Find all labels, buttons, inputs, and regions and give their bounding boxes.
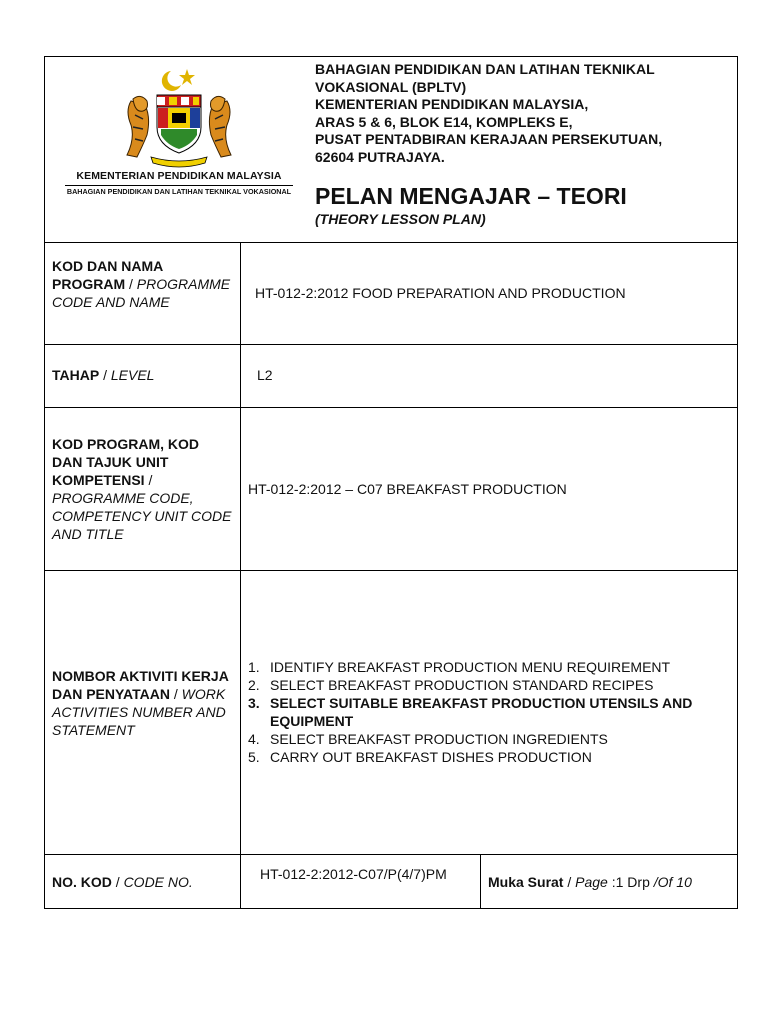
row-divider xyxy=(45,344,737,345)
activities-label-bold: NOMBOR AKTIVITI KERJA DAN PENYATAAN xyxy=(52,668,229,702)
label-separator: / xyxy=(111,874,124,890)
code-label-italic: CODE NO. xyxy=(123,874,193,890)
address-line: ARAS 5 & 6, BLOK E14, KOMPLEKS E, xyxy=(315,113,573,130)
label-separator: / xyxy=(125,276,137,292)
row-divider xyxy=(45,242,737,243)
level-label xyxy=(52,366,232,384)
address-line: PUSAT PENTADBIRAN KERAJAAN PERSEKUTUAN, xyxy=(315,131,663,147)
list-item: 1. IDENTIFY BREAKFAST PRODUCTION MENU REQUIREMENT xyxy=(248,659,671,675)
row-divider xyxy=(45,407,737,408)
address-line: 62604 PUTRAJAYA. xyxy=(315,148,445,165)
page-number xyxy=(488,873,733,891)
column-divider xyxy=(240,242,241,909)
code-label xyxy=(52,873,232,891)
label-separator: / xyxy=(144,472,153,488)
activities-list xyxy=(248,658,733,766)
coat-of-arms-icon xyxy=(59,65,299,169)
level-value: L2 xyxy=(257,367,273,383)
label-separator: / xyxy=(169,686,182,702)
list-item-current: 3. SELECT SUITABLE BREAKFAST PRODUCTION UTENSILS AND EQUIPMENT xyxy=(248,695,693,729)
address-line: KEMENTERIAN PENDIDIKAN MALAYSIA, xyxy=(315,96,589,112)
level-label-italic: LEVEL xyxy=(110,367,155,383)
document-subtitle: (THEORY LESSON PLAN) xyxy=(315,211,486,227)
page-total: /Of 10 xyxy=(653,874,692,890)
activities-label-italic: WORK ACTIVITIES NUMBER AND STATEMENT xyxy=(52,686,226,738)
ministry-address xyxy=(315,61,735,166)
program-label-bold: KOD DAN NAMA PROGRAM xyxy=(52,258,163,292)
logo-divider xyxy=(65,185,293,186)
logo-title: KEMENTERIAN PENDIDIKAN MALAYSIA xyxy=(76,170,282,182)
list-item: 4. SELECT BREAKFAST PRODUCTION INGREDIENTS xyxy=(248,731,608,747)
lesson-plan-table xyxy=(44,56,738,909)
unit-label xyxy=(52,435,232,543)
logo-subtitle: BAHAGIAN PENDIDIKAN DAN LATIHAN TEKNIKAL VOKASIONAL xyxy=(66,187,292,196)
row-divider xyxy=(45,570,737,571)
program-label xyxy=(52,257,232,311)
address-line: VOKASIONAL (BPLTV) xyxy=(315,78,467,95)
level-label-bold: TAHAP xyxy=(52,367,100,383)
page-separator: / xyxy=(563,874,576,890)
ministry-logo xyxy=(59,65,299,195)
code-value: HT-012-2:2012-C07/P(4/7)PM xyxy=(260,866,447,882)
program-value: HT-012-2:2012 FOOD PREPARATION AND PRODUCTION xyxy=(255,285,626,301)
activities-label xyxy=(52,667,232,739)
list-item: 5. CARRY OUT BREAKFAST DISHES PRODUCTION xyxy=(248,749,592,765)
page-label-bold: Muka Surat xyxy=(488,874,564,890)
unit-value: HT-012-2:2012 – C07 BREAKFAST PRODUCTION xyxy=(248,481,567,497)
document-title: PELAN MENGAJAR – TEORI xyxy=(315,183,627,209)
code-label-bold: NO. KOD xyxy=(52,874,112,890)
column-divider xyxy=(480,854,481,909)
row-divider xyxy=(45,854,737,855)
program-label-italic: PROGRAMME CODE AND NAME xyxy=(52,276,231,310)
unit-label-bold: KOD PROGRAM, KOD DAN TAJUK UNIT KOMPETENSI xyxy=(52,436,199,488)
list-item: 2. SELECT BREAKFAST PRODUCTION STANDARD RECIPES xyxy=(248,677,654,693)
page-count: :1 Drp xyxy=(607,874,654,890)
unit-label-italic: PROGRAMME CODE, COMPETENCY UNIT CODE AND TITLE xyxy=(52,490,232,542)
address-line: BAHAGIAN PENDIDIKAN DAN LATIHAN TEKNIKAL xyxy=(315,61,655,77)
page-label-italic: Page xyxy=(575,874,608,890)
label-separator: / xyxy=(99,367,111,383)
